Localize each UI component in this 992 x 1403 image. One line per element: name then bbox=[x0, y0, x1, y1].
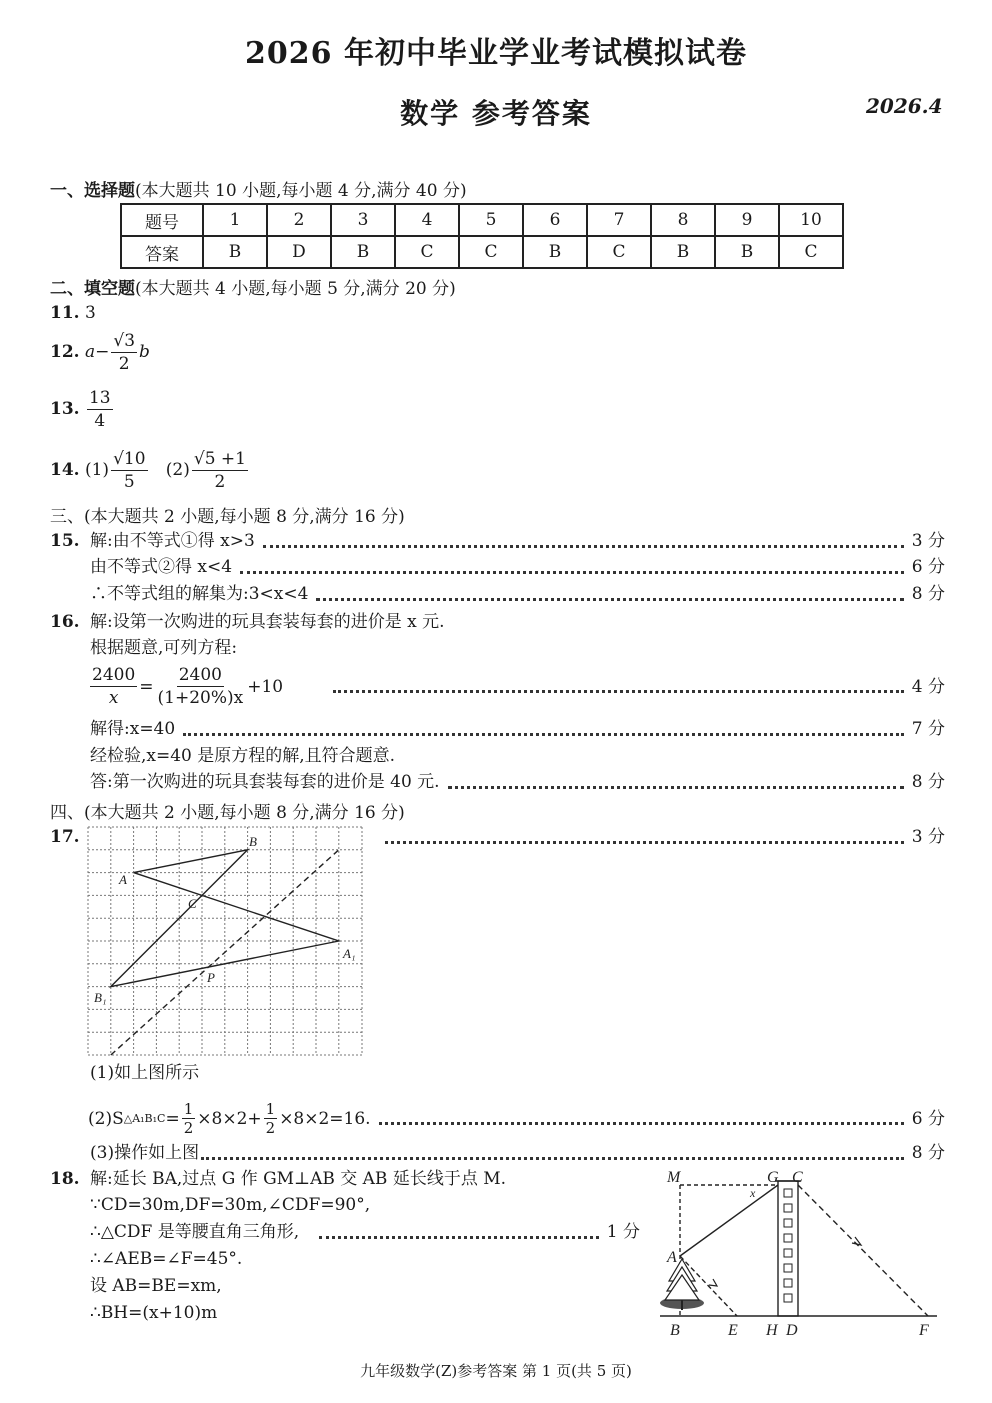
question-15-number: 15. bbox=[50, 531, 80, 551]
page-subtitle: 数学 参考答案 bbox=[400, 97, 592, 130]
q17-part-2: (2)S △A₁B₁C = $\frac{1}{2}$ ×8×2+ $\frac{1}{2}$ ×8×2=16. 6 分 bbox=[88, 1100, 945, 1137]
q18-line-4: ∴∠AEB=∠F=45°. bbox=[90, 1249, 243, 1269]
answer-14: 14. (1) $\frac{√10}{5}$ (2) $\frac{√5 +1}{2}$ bbox=[50, 449, 246, 492]
dashed-diagonal bbox=[798, 1185, 928, 1316]
section-1-heading: 一、选择题(本大题共 10 小题,每小题 4 分,满分 40 分) bbox=[50, 181, 467, 201]
table-cell: B bbox=[203, 236, 267, 268]
label-G: G bbox=[767, 1169, 779, 1186]
grid-figure bbox=[85, 824, 370, 1060]
section-4-heading: 四、(本大题共 2 小题,每小题 8 分,满分 16 分) bbox=[50, 803, 405, 823]
table-cell: D bbox=[267, 236, 331, 268]
table-cell: 1 bbox=[203, 204, 267, 236]
label-x: x bbox=[750, 1186, 756, 1200]
table-header-cell: 题号 bbox=[121, 204, 203, 236]
answer-table bbox=[120, 203, 844, 269]
q18-line-6: ∴BH=(x+10)m bbox=[90, 1303, 218, 1323]
label-A: A bbox=[667, 1249, 677, 1266]
section-2-heading: 二、填空题(本大题共 4 小题,每小题 5 分,满分 20 分) bbox=[50, 279, 456, 299]
question-16-number: 16. bbox=[50, 612, 80, 632]
q16-line-5: 答:第一次购进的玩具套装每套的进价是 40 元. 8 分 bbox=[90, 772, 945, 792]
table-cell: C bbox=[587, 236, 651, 268]
label-H: H bbox=[766, 1322, 778, 1339]
sight-line bbox=[680, 1185, 778, 1256]
q15-line-3: ∴不等式组的解集为:3<x<4 8 分 bbox=[90, 584, 945, 604]
q18-line-3: ∴△CDF 是等腰直角三角形, 1 分 bbox=[90, 1222, 640, 1242]
table-cell: B bbox=[523, 236, 587, 268]
table-row bbox=[121, 204, 843, 236]
q18-line-1: 解:延长 BA,过点 G 作 GM⊥AB 交 AB 延长线于点 M. bbox=[90, 1169, 507, 1189]
table-cell: C bbox=[459, 236, 523, 268]
q17-part-1: (1)如上图所示 bbox=[90, 1063, 200, 1083]
q16-line-1: 解:设第一次购进的玩具套装每套的进价是 x 元. bbox=[90, 612, 445, 632]
label-F: F bbox=[919, 1322, 929, 1339]
building-figure bbox=[655, 1163, 950, 1348]
question-17-number: 17. bbox=[50, 827, 80, 847]
label-D: D bbox=[786, 1322, 798, 1339]
section-3-heading: 三、(本大题共 2 小题,每小题 8 分,满分 16 分) bbox=[50, 507, 405, 527]
exam-title: 2026 年初中毕业学业考试模拟试卷 bbox=[245, 36, 747, 71]
table-cell: 9 bbox=[715, 204, 779, 236]
label-B: B bbox=[249, 834, 257, 849]
answer-11: 11. 3 bbox=[50, 303, 96, 323]
table-cell: B bbox=[651, 236, 715, 268]
label-E: E bbox=[728, 1322, 738, 1339]
exam-date: 2026.4 bbox=[866, 94, 943, 118]
table-cell: 8 bbox=[651, 204, 715, 236]
q15-line-2: 由不等式②得 x<4 6 分 bbox=[90, 557, 945, 577]
answer-12: 12. a− $\frac{√3}{2}$ b bbox=[50, 331, 150, 374]
table-cell: 6 bbox=[523, 204, 587, 236]
answer-13: 13. $\frac{13}{4}$ bbox=[50, 388, 111, 431]
table-row bbox=[121, 236, 843, 268]
q16-equation: $\frac{2400}{x}$ = $\frac{2400}{(1+20\%)x}$ +10 4 分 bbox=[92, 665, 945, 708]
table-cell: B bbox=[715, 236, 779, 268]
q18-line-5: 设 AB=BE=xm, bbox=[90, 1276, 222, 1296]
label-B: B bbox=[670, 1322, 680, 1339]
label-M: M bbox=[667, 1169, 681, 1186]
q17-part-3: (3)操作如上图 8 分 bbox=[90, 1143, 945, 1163]
q15-line-1: 解:由不等式①得 x>3 3 分 bbox=[90, 531, 945, 551]
table-cell: 3 bbox=[331, 204, 395, 236]
table-cell: C bbox=[779, 236, 843, 268]
table-header-cell: 答案 bbox=[121, 236, 203, 268]
label-B1: B₁ bbox=[94, 990, 107, 1005]
page-footer: 九年级数学(Z)参考答案 第 1 页(共 5 页) bbox=[360, 1362, 632, 1380]
label-A1: A₁ bbox=[343, 946, 356, 961]
question-18-number: 18. bbox=[50, 1169, 80, 1189]
table-cell: 5 bbox=[459, 204, 523, 236]
table-cell: 2 bbox=[267, 204, 331, 236]
q18-line-2: ∵CD=30m,DF=30m,∠CDF=90°, bbox=[90, 1195, 371, 1215]
q16-line-3: 解得:x=40 7 分 bbox=[90, 719, 945, 739]
table-cell: C bbox=[395, 236, 459, 268]
q16-line-4: 经检验,x=40 是原方程的解,且符合题意. bbox=[90, 746, 396, 766]
q17-score-line: 3 分 bbox=[385, 826, 945, 848]
table-cell: B bbox=[331, 236, 395, 268]
q16-line-2: 根据题意,可列方程: bbox=[90, 638, 238, 658]
building-windows bbox=[784, 1189, 792, 1302]
table-cell: 7 bbox=[587, 204, 651, 236]
label-C: C bbox=[792, 1169, 803, 1186]
table-cell: 10 bbox=[779, 204, 843, 236]
label-P: P bbox=[207, 970, 215, 985]
table-cell: 4 bbox=[395, 204, 459, 236]
tree-icon bbox=[660, 1259, 704, 1310]
label-C: C bbox=[188, 896, 197, 911]
label-A: A bbox=[119, 872, 127, 887]
